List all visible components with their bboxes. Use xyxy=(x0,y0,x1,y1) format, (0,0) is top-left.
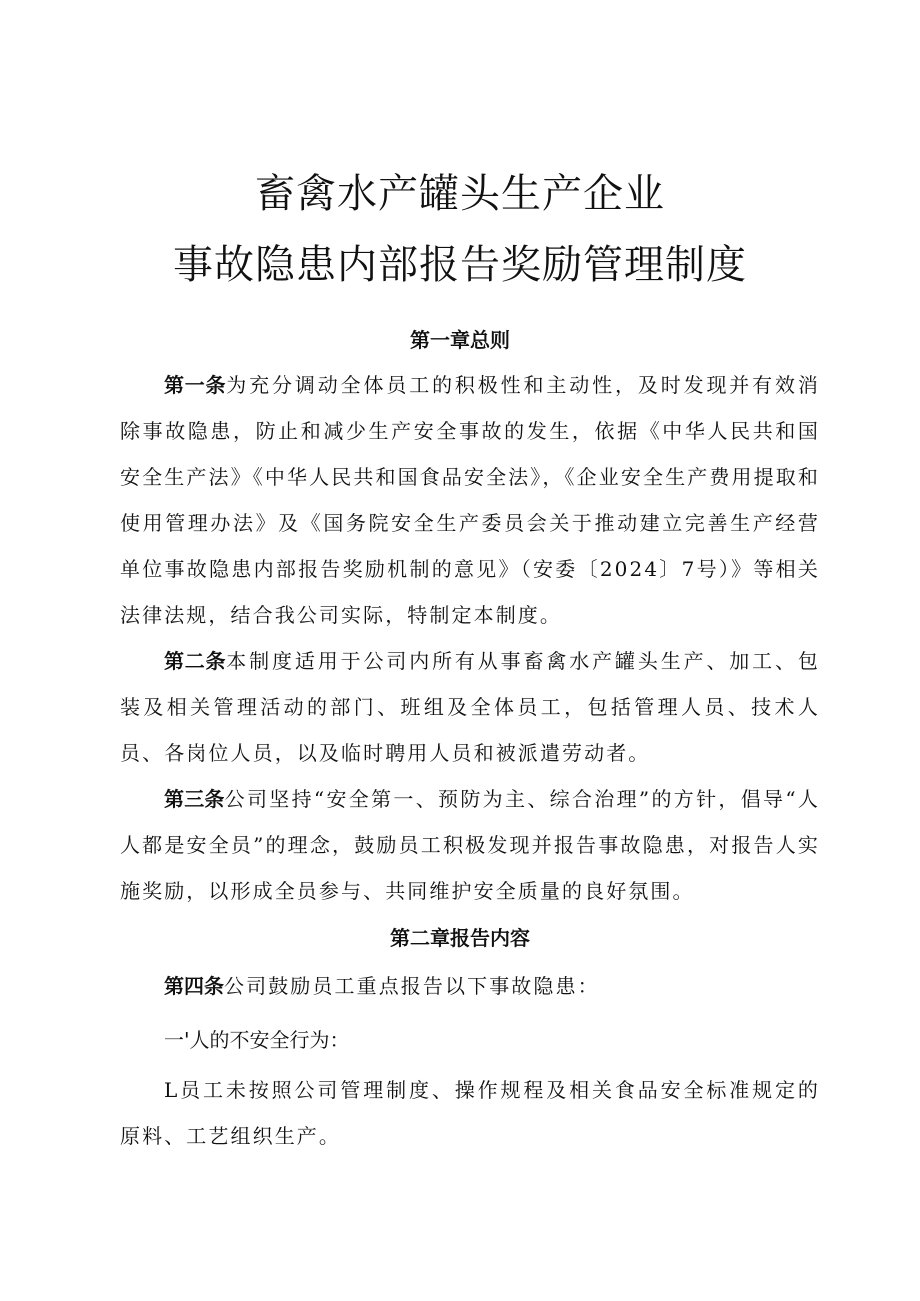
article-1 xyxy=(120,362,820,638)
chapter-1-heading: 第一章总则 xyxy=(410,328,510,352)
article-4 xyxy=(120,963,820,1009)
article-1-text: 为充分调动全体员工的积极性和主动性，及时发现并有效消除事故隐患，防止和减少生产安全事故的发生，依据《中华人民共和国安全生产法》《中华人民共和国食品安全法》，《企业安全生产费用提取和使用管理办法》及《国务院安全生产委员会关于推动建立完善生产经营单位事故隐患内部报告奖励机制的意见》（安委〔2024〕7号）》等相关法律法规，结合我公司实际，特制定本制度。 xyxy=(120,373,820,627)
document-title-line-2: 事故隐患内部报告奖励管理制度 xyxy=(173,242,747,288)
chapter-2-heading: 第二章报告内容 xyxy=(390,926,530,950)
article-1-label: 第一条 xyxy=(164,373,227,397)
document-title-line-1: 畜禽水产罐头生产企业 xyxy=(255,171,665,217)
article-3 xyxy=(120,776,820,914)
article-3-label: 第三条 xyxy=(164,787,225,811)
article-3-text: 公司坚持“安全第一、预防为主、综合治理”的方针，倡导“人人都是安全员”的理念，鼓励员工积极发现并报告事故隐患，对报告人实施奖励，以形成全员参与、共同维护安全质量的良好氛围。 xyxy=(120,787,820,903)
list-item-1: L员工未按照公司管理制度、操作规程及相关食品安全标准规定的原料、工艺组织生产。 xyxy=(120,1078,820,1148)
article-4-text: 公司鼓励员工重点报告以下事故隐患： xyxy=(224,974,600,998)
article-2 xyxy=(120,638,820,776)
article-2-label: 第二条 xyxy=(164,649,227,673)
article-2-text: 本制度适用于公司内所有从事畜禽水产罐头生产、加工、包装及相关管理活动的部门、班组及全体员工，包括管理人员、技术人员、各岗位人员，以及临时聘用人员和被派遣劳动者。 xyxy=(120,649,820,765)
article-4-label: 第四条 xyxy=(164,974,224,998)
section-heading-unsafe-behavior: 一'人的不安全行为： xyxy=(164,1028,350,1052)
